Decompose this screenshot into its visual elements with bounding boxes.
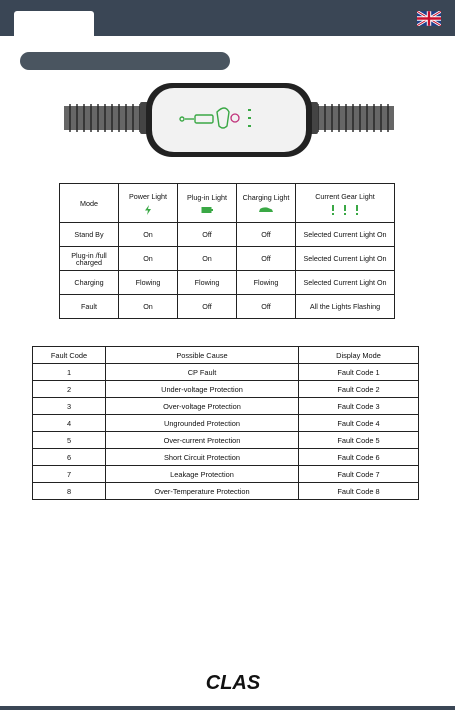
car-icon <box>258 206 274 214</box>
possible-cause-cell: Short Circuit Protection <box>106 449 299 466</box>
mode-row <box>60 247 395 271</box>
possible-cause-cell: CP Fault <box>106 364 299 381</box>
plugin-light-cell: Off <box>178 295 237 319</box>
possible-cause-cell: Over-Temperature Protection <box>106 483 299 500</box>
fault-code-cell: 6 <box>33 449 106 466</box>
mode-header: Mode <box>60 184 119 223</box>
display-mode-cell: Fault Code 4 <box>299 415 419 432</box>
right-cable <box>304 102 394 134</box>
possible-cause-cell: Over-voltage Protection <box>106 398 299 415</box>
footer-line <box>0 706 455 710</box>
display-mode-cell: Fault Code 8 <box>299 483 419 500</box>
display-mode-cell: Fault Code 7 <box>299 466 419 483</box>
left-cable <box>64 102 154 134</box>
table-row <box>33 415 419 432</box>
fault-table-header <box>33 347 419 364</box>
plugin-light-header <box>178 184 237 223</box>
fault-code-cell: 4 <box>33 415 106 432</box>
current-gear-light-label: Current Gear Light <box>315 191 375 201</box>
page-header <box>0 0 455 36</box>
mode-cell: Stand By <box>60 223 119 247</box>
battery-icon <box>201 206 213 214</box>
plugin-light-cell: Off <box>178 223 237 247</box>
fault-code-header: Fault Code <box>33 347 106 364</box>
charger-control-box <box>64 80 394 160</box>
possible-cause-cell: Ungrounded Protection <box>106 415 299 432</box>
charging-light-cell: Off <box>237 247 296 271</box>
charging-light-cell: Off <box>237 223 296 247</box>
possible-cause-cell: Leakage Protection <box>106 466 299 483</box>
display-mode-cell: Fault Code 6 <box>299 449 419 466</box>
header-tab <box>14 11 94 36</box>
mode-cell: Fault <box>60 295 119 319</box>
clas-logo <box>193 671 273 693</box>
plugin-light-label: Plug-in Light <box>187 192 227 202</box>
fault-code-cell: 3 <box>33 398 106 415</box>
table-row <box>33 398 419 415</box>
mode-table-header <box>60 184 395 223</box>
table-row <box>33 483 419 500</box>
gear-light-cell: Selected Current Light On <box>296 271 395 295</box>
table-row <box>33 381 419 398</box>
power-light-cell: On <box>119 247 178 271</box>
possible-cause-cell: Over-current Protection <box>106 432 299 449</box>
exclamation-icon <box>330 205 360 215</box>
fault-code-table <box>32 346 419 500</box>
logo-text: CLAS <box>205 672 261 693</box>
fault-code-cell: 2 <box>33 381 106 398</box>
fault-code-cell: 1 <box>33 364 106 381</box>
mode-row <box>60 295 395 319</box>
charging-light-cell: Flowing <box>237 271 296 295</box>
fault-code-cell: 5 <box>33 432 106 449</box>
display-mode-cell: Fault Code 5 <box>299 432 419 449</box>
fault-code-cell: 7 <box>33 466 106 483</box>
table-row <box>33 449 419 466</box>
gear-light-cell: All the Lights Flashing <box>296 295 395 319</box>
mode-cell: Charging <box>60 271 119 295</box>
power-light-cell: On <box>119 223 178 247</box>
gear-light-cell: Selected Current Light On <box>296 223 395 247</box>
lightning-icon <box>144 205 152 215</box>
possible-cause-cell: Under-voltage Protection <box>106 381 299 398</box>
gear-light-cell: Selected Current Light On <box>296 247 395 271</box>
display-mode-cell: Fault Code 2 <box>299 381 419 398</box>
current-gear-light-header <box>296 184 395 223</box>
possible-cause-header: Possible Cause <box>106 347 299 364</box>
power-light-cell: On <box>119 295 178 319</box>
fault-table-body <box>33 364 419 500</box>
power-light-header <box>119 184 178 223</box>
charging-light-header <box>237 184 296 223</box>
display-mode-cell: Fault Code 1 <box>299 364 419 381</box>
power-light-cell: Flowing <box>119 271 178 295</box>
display-mode-header: Display Mode <box>299 347 419 364</box>
mode-table <box>59 183 395 319</box>
plugin-light-cell: Flowing <box>178 271 237 295</box>
table-row <box>33 466 419 483</box>
mode-row <box>60 271 395 295</box>
charging-light-cell: Off <box>237 295 296 319</box>
plugin-light-cell: On <box>178 247 237 271</box>
display-mode-cell: Fault Code 3 <box>299 398 419 415</box>
table-row <box>33 432 419 449</box>
uk-flag-icon[interactable] <box>417 11 441 26</box>
mode-row <box>60 223 395 247</box>
fault-code-cell: 8 <box>33 483 106 500</box>
table-row <box>33 364 419 381</box>
charging-light-label: Charging Light <box>242 192 290 202</box>
section-title-bar <box>20 52 230 70</box>
mode-cell: Plug-in /full charged <box>60 247 119 271</box>
power-light-label: Power Light <box>129 191 167 201</box>
